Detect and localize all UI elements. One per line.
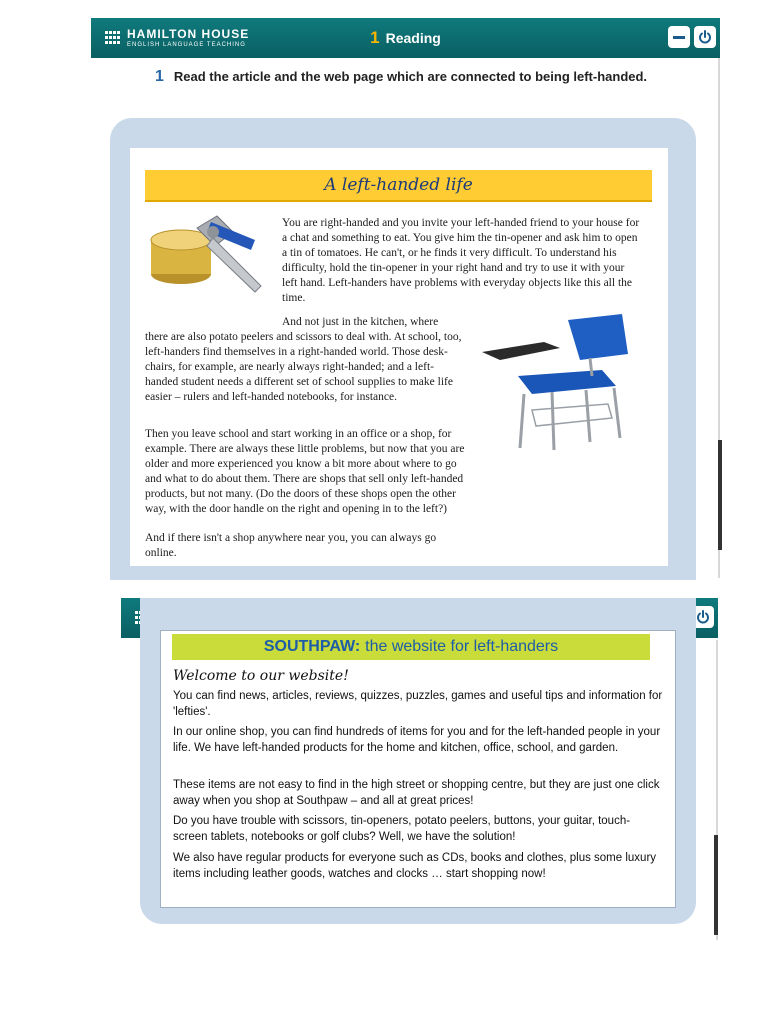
hamilton-house-logo [105,28,249,48]
instruction-text: Read the article and the web page which are connected to being left-handed. [173,69,648,84]
power-icon [697,29,713,45]
website-paragraph-1: You can find news, articles, reviews, quizzes, puzzles, games and useful tips and information for 'lefties'. [173,690,663,718]
website-paragraph-3: These items are not easy to find in the high street or shopping centre, but they are just one click away when you shop at Southpaw – and all at great prices! [173,779,660,807]
website-title [172,634,650,660]
article-title: A left-handed life [145,170,652,202]
power-button[interactable] [694,26,716,48]
website-paragraph-5: We also have regular products for everyone such as CDs, books and clothes, plus some luxury items including leather goods, watches and clocks … start shopping now! [173,852,657,880]
section-title-text: Reading [385,30,441,46]
website-paragraph-4: Do you have trouble with scissors, tin-openers, potato peelers, buttons, your guitar, touch-screen tablets, notebooks or golf clubs? Well, we have the solution! [173,815,631,843]
desk-chair-image [482,310,632,455]
logo-grid-icon [105,31,121,45]
welcome-heading: Welcome to our website! [173,668,349,684]
article-paragraph-4: Then you leave school and start working in an office or a shop, for example. There are always these little problems, but now that you are older and more experienced you know a bit more about where to go and what to do about them. There are shops that sell only left-handed products, but not many. (Do the doors of these shops open the other way, with the door handle on the right and opening in to the left?) [145,428,465,515]
minimize-button[interactable] [668,26,690,48]
website-title-rest: the website for left-handers [365,638,559,655]
minus-icon [673,36,685,39]
website-brand: SOUTHPAW: [263,638,361,655]
header-bar [91,18,720,58]
article-paragraph-1: You are right-handed and you invite your left-handed friend to your house for a chat and something to eat. You give him the tin-opener and ask him to open a tin of tomatoes. He can't, or he finds it very difficult. To understand his difficulty, hold the tin-opener in your right hand and try to use it with your left hand. Left-handers have problems with everyday objects like this all the time. [282,217,640,304]
instruction [155,68,647,86]
brand-name: HAMILTON HOUSE [127,27,250,41]
article-paragraph-2: And not just in the kitchen, where [282,316,439,328]
scrollbar-thumb[interactable] [718,440,722,550]
brand-tagline: ENGLISH LANGUAGE TEACHING [127,42,246,48]
article-paragraph-3: there are also potato peelers and scissors to deal with. At school, too, left-handers find themselves in a right-handed world. Those desk-chairs, for example, are nearly always right-handed; and a left-handed student needs a different set of school supplies to make life easier – rulers and left-handed notebooks, for instance. [145,331,462,403]
section-number: 1 [370,28,380,47]
article-paragraph-5: And if there isn't a shop anywhere near you, you can always go online. [145,532,437,559]
instruction-number: 1 [155,68,164,85]
website-paragraph-2: In our online shop, you can find hundreds of items for you and for the left-handed people in your life. We have left-handed products for the home and kitchen, office, school, and garden. [173,726,661,754]
tin-opener-image [145,210,270,300]
scrollbar-thumb-2[interactable] [714,835,718,935]
power-icon [695,609,711,625]
